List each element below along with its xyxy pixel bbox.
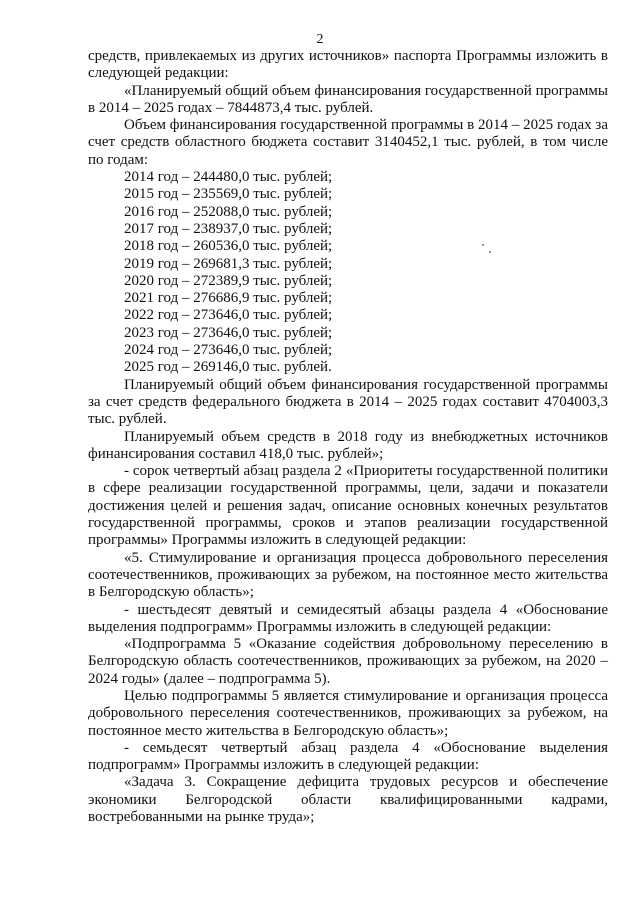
year-line: 2020 год – 272389,9 тыс. рублей; (124, 272, 333, 289)
paragraph-bottom-7: - семьдесят четвертый абзац раздела 4 «Обоснование выделения подпрограмм» Программы изложить в следующей редакции: (88, 739, 608, 774)
paragraph-bottom-8: «Задача 3. Сокращение дефицита трудовых ресурсов и обеспечение экономики Белгородской области квалифицированными кадрами, востребованными на рынке труда»; (88, 774, 608, 826)
paragraph-top-1: «Планируемый общий объем финансирования государственной программы в 2014 – 2025 годах – 7844873,4 тыс. рублей. (88, 82, 608, 116)
paragraph-bottom-5: «Подпрограмма 5 «Оказание содействия добровольному переселению в Белгородскую область соотечественников, проживающих за рубежом, на 2020 – 2024 годы» (далее – подпрограмма 5). (88, 636, 608, 687)
year-line: 2025 год – 269146,0 тыс. рублей. (124, 359, 332, 376)
year-line: 2023 год – 273646,0 тыс. рублей; (124, 324, 333, 341)
document-body (88, 48, 608, 826)
year-line: 2015 год – 235569,0 тыс. рублей; (124, 186, 333, 203)
paragraph-bottom-6: Целью подпрограммы 5 является стимулирование и организация процесса добровольного переселения соотечественников, проживающих за рубежом, на постоянное место жительства в Белгородскую область»; (88, 687, 608, 739)
funding-by-year-list (88, 169, 608, 377)
year-line: 2016 год – 252088,0 тыс. рублей; (124, 203, 333, 220)
paragraph-bottom-1: Планируемый объем средств в 2018 году из внебюджетных источников финансирования составил 418,0 тыс. рублей»; (88, 428, 608, 462)
year-line: 2018 год – 260536,0 тыс. рублей; (124, 238, 333, 255)
year-line: 2019 год – 269681,3 тыс. рублей; (124, 255, 333, 272)
year-line: 2017 год – 238937,0 тыс. рублей; (124, 220, 333, 237)
paragraph-bottom-2: - сорок четвертый абзац раздела 2 «Приоритеты государственной политики в сфере реализации государственной программы, цели, задачи и показатели достижения целей и решения задач, описание основных конечных результатов государственной программы, сроков и этапов реализации государственной программы» Программы изложить в следующей редакции: (88, 463, 608, 549)
year-line: 2024 год – 273646,0 тыс. рублей; (124, 342, 333, 359)
year-line: 2021 год – 276686,9 тыс. рублей; (124, 290, 333, 307)
paragraph-top-2: Объем финансирования государственной программы в 2014 – 2025 годах за счет средств областного бюджета составит 3140452,1 тыс. рублей, в том числе по годам: (88, 117, 608, 168)
paragraph-bottom-0: Планируемый общий объем финансирования государственной программы за счет средств федерального бюджета в 2014 – 2025 годах составит 4704003,3 тыс. рублей. (88, 376, 608, 428)
paragraph-top-0: средств, привлекаемых из других источников» паспорта Программы изложить в следующей редакции: (88, 48, 608, 82)
paragraph-bottom-3: «5. Стимулирование и организация процесса добровольного переселения соотечественников, проживающих за рубежом, на постоянное место жительства в Белгородскую область»; (88, 549, 608, 601)
page-number: 2 (316, 32, 324, 47)
paragraph-bottom-4: - шестьдесят девятый и семидесятый абзацы раздела 4 «Обоснование выделения подпрограмм» Программы изложить в следующей редакции: (88, 601, 608, 635)
year-line: 2014 год – 244480,0 тыс. рублей; (124, 169, 333, 186)
year-line: 2022 год – 273646,0 тыс. рублей; (124, 307, 333, 324)
